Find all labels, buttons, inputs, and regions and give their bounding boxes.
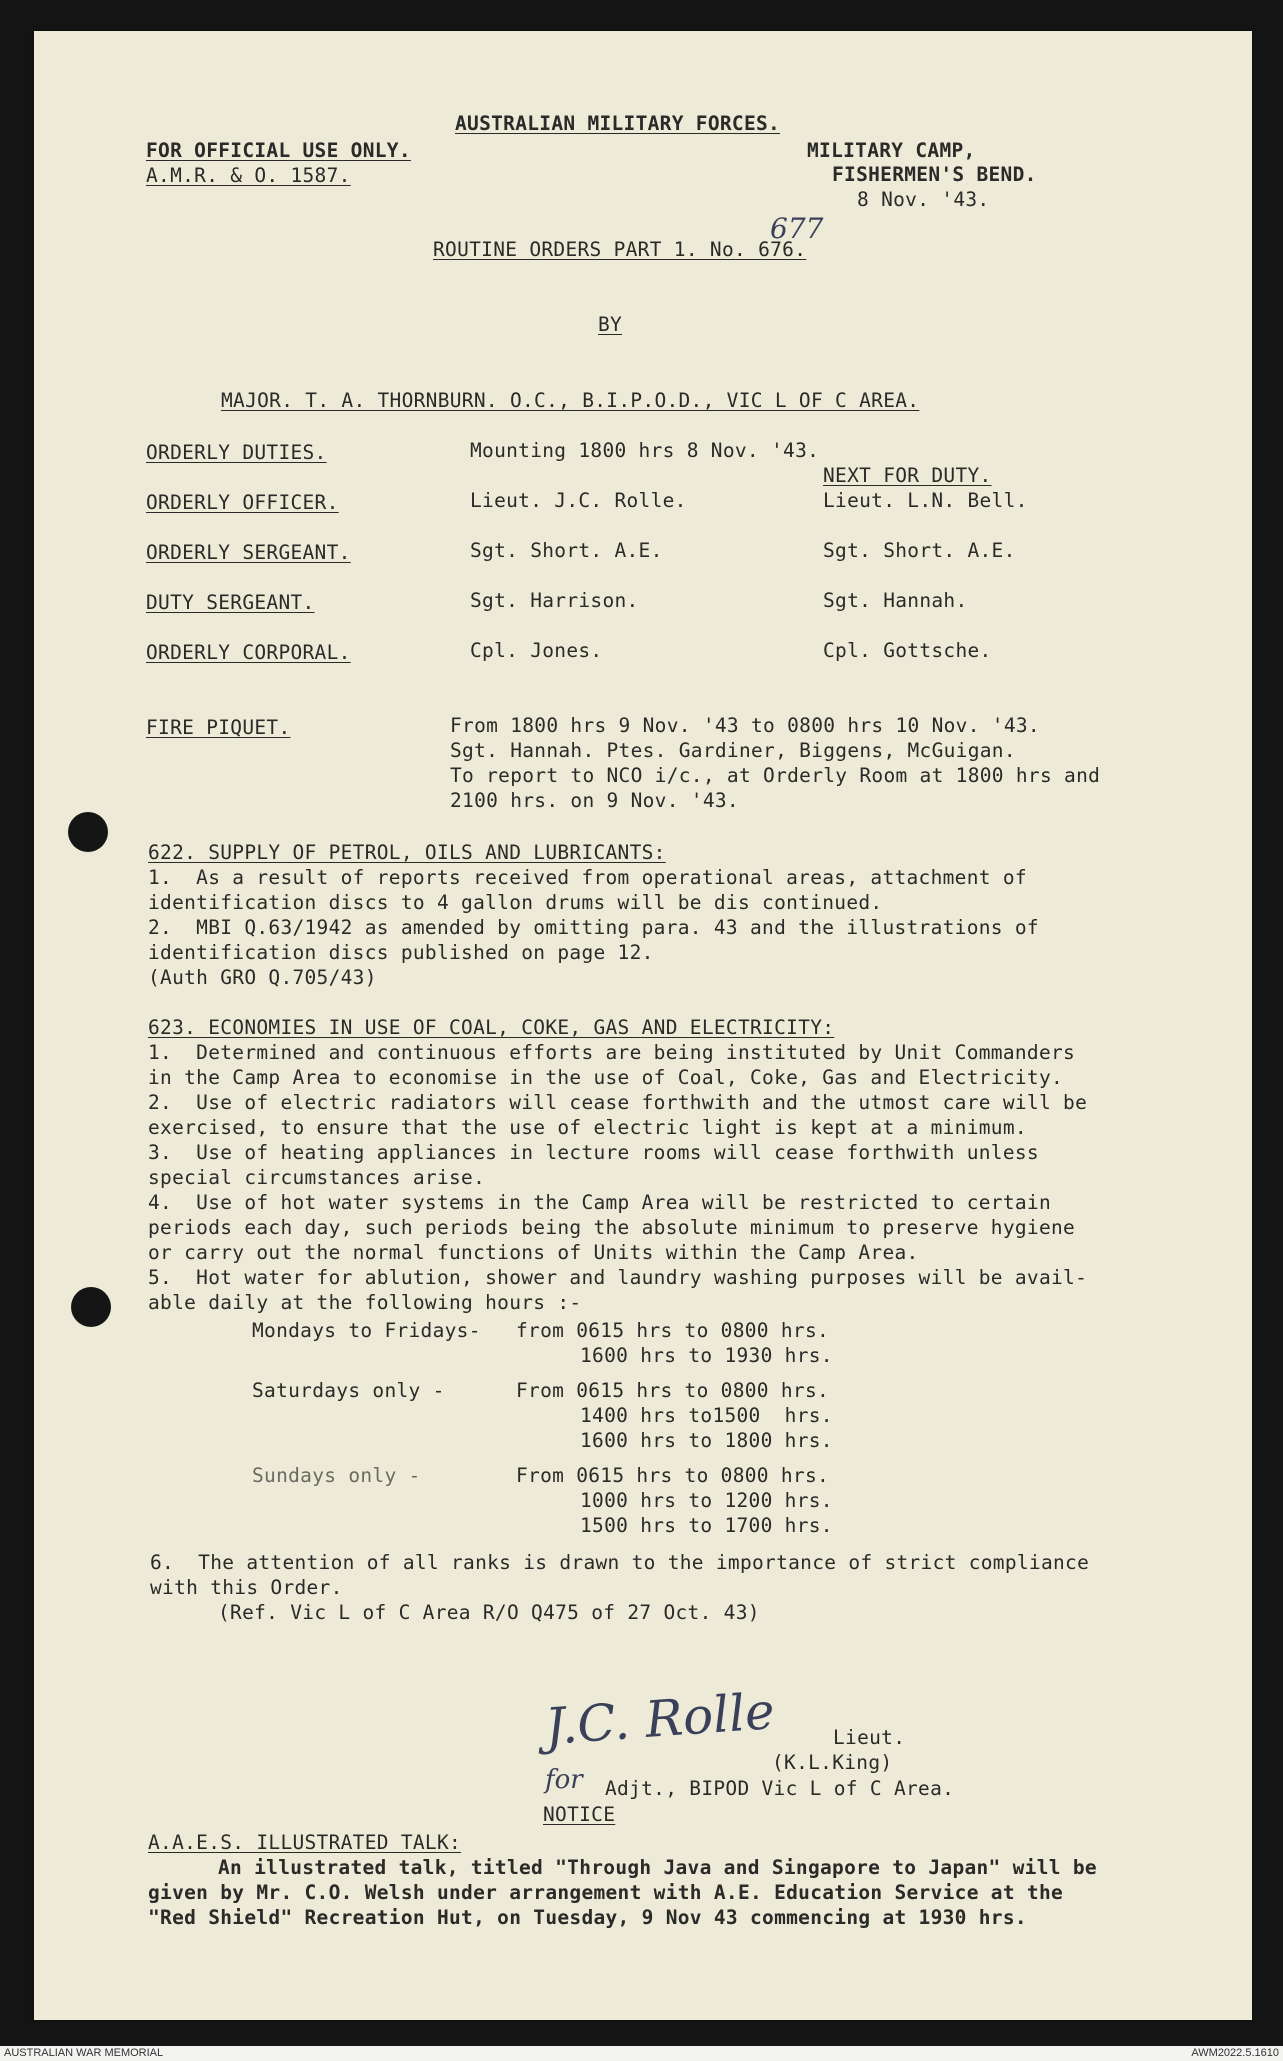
- section-623-line: or carry out the normal functions of Units within the Camp Area.: [148, 1241, 919, 1264]
- notice-line: given by Mr. C.O. Welsh under arrangement with A.E. Education Service at the: [148, 1881, 1064, 1904]
- document-title: AUSTRALIAN MILITARY FORCES.: [455, 112, 781, 135]
- duty-current: Lieut. J.C. Rolle.: [470, 489, 687, 512]
- issuing-officer: MAJOR. T. A. THORNBURN. O.C., B.I.P.O.D., VIC L OF C AREA.: [221, 389, 920, 412]
- notice-line: An illustrated talk, titled "Through Java and Singapore to Japan" will be: [218, 1856, 1097, 1879]
- schedule-day: Sundays only -: [252, 1464, 421, 1487]
- signatory-name: (K.L.King): [772, 1751, 893, 1774]
- signatory-title: Adjt., BIPOD Vic L of C Area.: [605, 1777, 955, 1800]
- section-623-line: in the Camp Area to economise in the use of Coal, Coke, Gas and Electricity.: [148, 1066, 1064, 1089]
- mounting-time: Mounting 1800 hrs 8 Nov. '43.: [470, 439, 820, 462]
- notice-line: "Red Shield" Recreation Hut, on Tuesday, 9 Nov 43 commencing at 1930 hrs.: [148, 1906, 1027, 1929]
- fire-piquet-line: 2100 hrs. on 9 Nov. '43.: [450, 789, 739, 812]
- punch-hole-bottom: [71, 1287, 111, 1327]
- duty-current: Sgt. Harrison.: [470, 589, 639, 612]
- section-622-line: 2. MBI Q.63/1942 as amended by omitting para. 43 and the illustrations of: [148, 916, 1039, 939]
- section-623-line: exercised, to ensure that the use of electric light is kept at a minimum.: [148, 1116, 1027, 1139]
- handwritten-for: for: [545, 1765, 583, 1795]
- location-line-2: FISHERMEN'S BEND.: [832, 163, 1037, 186]
- by-label: BY: [598, 313, 623, 336]
- section-623-closing: (Ref. Vic L of C Area R/O Q475 of 27 Oct. 43): [218, 1601, 760, 1624]
- schedule-slot: From 0615 hrs to 0800 hrs.: [516, 1379, 830, 1402]
- section-623-line: special circumstances arise.: [148, 1166, 486, 1189]
- schedule-slot: 1600 hrs to 1800 hrs.: [580, 1429, 833, 1452]
- amr-reference: A.M.R. & O. 1587.: [146, 164, 351, 187]
- section-623-line: 1. Determined and continuous efforts are being instituted by Unit Commanders: [148, 1041, 1076, 1064]
- signatory-rank: Lieut.: [833, 1726, 906, 1749]
- schedule-day: Mondays to Fridays-: [252, 1319, 481, 1342]
- section-622-heading: 622. SUPPLY OF PETROL, OILS AND LUBRICANTS:: [148, 841, 666, 864]
- duty-role: ORDERLY CORPORAL.: [146, 641, 351, 664]
- duty-current: Cpl. Jones.: [470, 639, 603, 662]
- duty-role: ORDERLY OFFICER.: [146, 491, 339, 514]
- duty-next: Lieut. L.N. Bell.: [823, 489, 1028, 512]
- section-622-line: identification discs to 4 gallon drums will be dis continued.: [148, 891, 883, 914]
- location-line-1: MILITARY CAMP,: [807, 139, 976, 162]
- orderly-duties-heading: ORDERLY DUTIES.: [146, 441, 327, 464]
- fire-piquet-label: FIRE PIQUET.: [146, 716, 291, 739]
- section-623-line: able daily at the following hours :-: [148, 1291, 582, 1314]
- notice-label: NOTICE: [543, 1803, 616, 1826]
- section-623-closing: 6. The attention of all ranks is drawn to the importance of strict compliance: [150, 1551, 1090, 1574]
- notice-heading: A.A.E.S. ILLUSTRATED TALK:: [148, 1831, 462, 1854]
- duty-role: DUTY SERGEANT.: [146, 591, 315, 614]
- section-623-closing: with this Order.: [150, 1576, 343, 1599]
- official-use-label: FOR OFFICIAL USE ONLY.: [146, 139, 411, 162]
- footer-credit: AUSTRALIAN WAR MEMORIAL: [4, 2047, 164, 2059]
- schedule-slot: from 0615 hrs to 0800 hrs.: [516, 1319, 830, 1342]
- fire-piquet-line: To report to NCO i/c., at Orderly Room at 1800 hrs and: [450, 764, 1101, 787]
- schedule-slot: 1400 hrs to1500 hrs.: [580, 1404, 833, 1427]
- document-date: 8 Nov. '43.: [857, 188, 990, 211]
- section-623-heading: 623. ECONOMIES IN USE OF COAL, COKE, GAS AND ELECTRICITY:: [148, 1016, 835, 1039]
- duty-current: Sgt. Short. A.E.: [470, 539, 663, 562]
- section-622-line: 1. As a result of reports received from operational areas, attachment of: [148, 866, 1027, 889]
- section-623-line: 5. Hot water for ablution, shower and laundry washing purposes will be avail-: [148, 1266, 1088, 1289]
- duty-role: ORDERLY SERGEANT.: [146, 541, 351, 564]
- duty-next: Sgt. Hannah.: [823, 589, 968, 612]
- schedule-slot: 1000 hrs to 1200 hrs.: [580, 1489, 833, 1512]
- section-622-line: identification discs published on page 12.: [148, 941, 654, 964]
- handwritten-order-number: 677: [770, 212, 824, 245]
- footer-accession-number: AWM2022.5.1610: [1191, 2047, 1279, 2059]
- fire-piquet-line: From 1800 hrs 9 Nov. '43 to 0800 hrs 10 Nov. '43.: [450, 714, 1040, 737]
- punch-hole-top: [68, 812, 108, 852]
- schedule-slot: 1500 hrs to 1700 hrs.: [580, 1514, 833, 1537]
- section-623-line: 2. Use of electric radiators will cease forthwith and the utmost care will be: [148, 1091, 1088, 1114]
- next-for-duty-heading: NEXT FOR DUTY.: [823, 464, 992, 487]
- section-623-line: periods each day, such periods being the absolute minimum to preserve hygiene: [148, 1216, 1076, 1239]
- section-623-line: 3. Use of heating appliances in lecture rooms will cease forthwith unless: [148, 1141, 1039, 1164]
- handwritten-signature: J.C. Rolle: [543, 1682, 777, 1756]
- schedule-slot: From 0615 hrs to 0800 hrs.: [516, 1464, 830, 1487]
- fire-piquet-line: Sgt. Hannah. Ptes. Gardiner, Biggens, McGuigan.: [450, 739, 1016, 762]
- section-622-line: (Auth GRO Q.705/43): [148, 966, 377, 989]
- schedule-slot: 1600 hrs to 1930 hrs.: [580, 1344, 833, 1367]
- routine-orders-heading: ROUTINE ORDERS PART 1. No. 676.: [433, 238, 807, 261]
- schedule-day: Saturdays only -: [252, 1379, 445, 1402]
- duty-next: Cpl. Gottsche.: [823, 639, 992, 662]
- duty-next: Sgt. Short. A.E.: [823, 539, 1016, 562]
- section-623-line: 4. Use of hot water systems in the Camp Area will be restricted to certain: [148, 1191, 1051, 1214]
